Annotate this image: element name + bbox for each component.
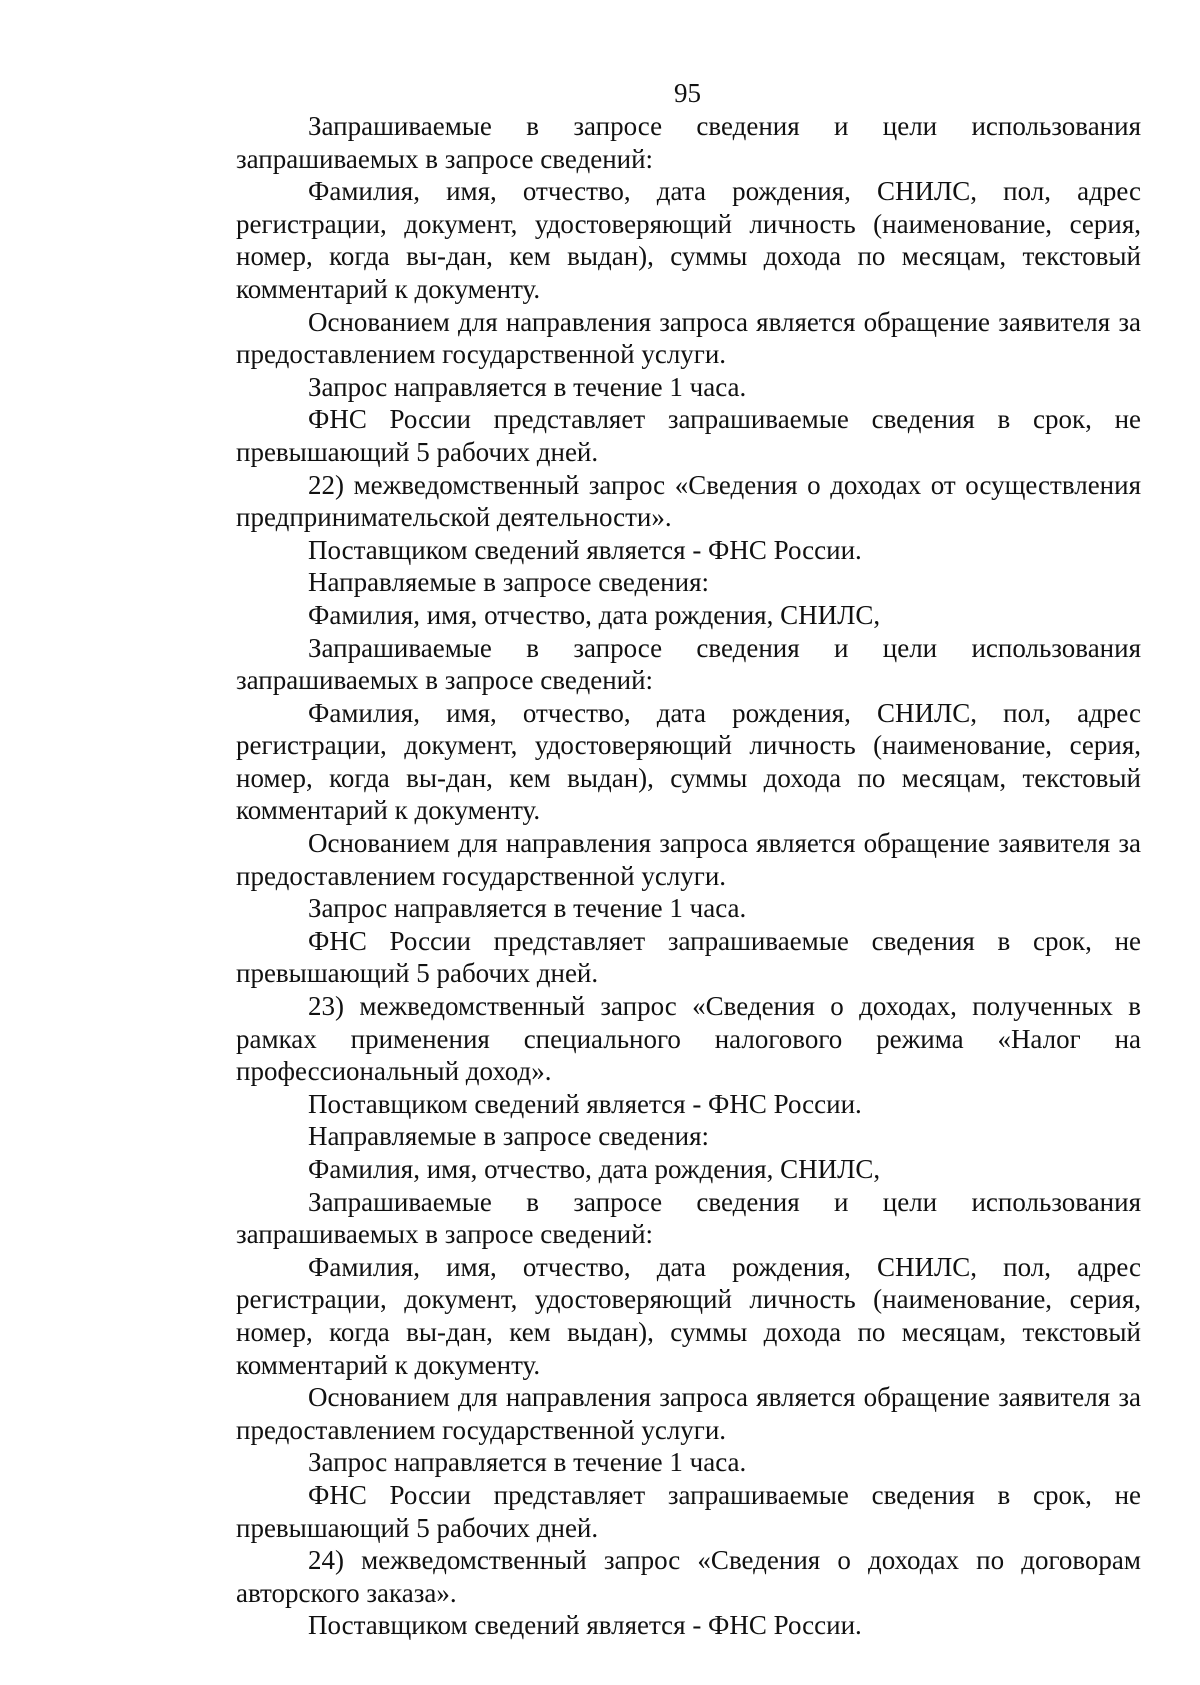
- paragraph: Направляемые в запросе сведения:: [308, 567, 709, 598]
- page-number: 95: [674, 78, 701, 108]
- paragraph: Поставщиком сведений является - ФНС России.: [308, 1088, 862, 1119]
- paragraph: Основанием для направления запроса является обращение заявителя за предоставлением государственной услуги.: [236, 1382, 1141, 1445]
- paragraph: Запрашиваемые в запросе сведения и цели использования запрашиваемых в запросе сведений:: [236, 1186, 1141, 1250]
- paragraph: Основанием для направления запроса является обращение заявителя за предоставлением государственной услуги.: [236, 306, 1141, 370]
- paragraph: Запрос направляется в течение 1 часа.: [308, 371, 747, 402]
- paragraph: Поставщиком сведений является - ФНС России.: [308, 534, 862, 565]
- list-item-heading: 22) межведомственный запрос «Сведения о доходах от осуществления предпринимательской деятельности».: [236, 469, 1141, 533]
- document-body: [236, 110, 1141, 1642]
- paragraph: Фамилия, имя, отчество, дата рождения, СНИЛС, пол, адрес регистрации, документ, удостоверяющий личность (наименование, серия, номер, когда вы-дан, кем выдан), суммы дохода по месяцам, текстовый комментарий к документу.: [236, 697, 1141, 826]
- paragraph: Фамилия, имя, отчество, дата рождения, СНИЛС, пол, адрес регистрации, документ, удостоверяющий личность (наименование, серия, номер, когда вы-дан, кем выдан), суммы дохода по месяцам, текстовый комментарий к документу.: [236, 176, 1141, 304]
- paragraph: Фамилия, имя, отчество, дата рождения, СНИЛС, пол, адрес регистрации, документ, удостоверяющий личность (наименование, серия, номер, когда вы-дан, кем выдан), суммы дохода по месяцам, текстовый комментарий к документу.: [236, 1251, 1141, 1380]
- list-item-heading: 24) межведомственный запрос «Сведения о доходах по договорам авторского заказа».: [236, 1545, 1141, 1608]
- paragraph: Запрос направляется в течение 1 часа.: [308, 1447, 747, 1478]
- list-item-heading: 23) межведомственный запрос «Сведения о доходах, полученных в рамках применения специального налогового режима «Налог на профессиональный доход».: [236, 991, 1141, 1087]
- paragraph: ФНС России представляет запрашиваемые сведения в срок, не превышающий 5 рабочих дней.: [236, 404, 1141, 467]
- paragraph: Фамилия, имя, отчество, дата рождения, СНИЛС,: [308, 599, 881, 630]
- paragraph: Поставщиком сведений является - ФНС России.: [308, 1610, 862, 1641]
- paragraph: ФНС России представляет запрашиваемые сведения в срок, не превышающий 5 рабочих дней.: [236, 1479, 1141, 1543]
- paragraph: Фамилия, имя, отчество, дата рождения, СНИЛС,: [308, 1154, 881, 1184]
- paragraph: Основанием для направления запроса является обращение заявителя за предоставлением государственной услуги.: [236, 828, 1141, 891]
- paragraph: Запрашиваемые в запросе сведения и цели использования запрашиваемых в запросе сведений:: [236, 632, 1141, 696]
- paragraph: Запрос направляется в течение 1 часа.: [308, 893, 747, 924]
- paragraph: Запрашиваемые в запросе сведения и цели использования запрашиваемых в запросе сведений:: [236, 111, 1141, 174]
- paragraph: Направляемые в запросе сведения:: [308, 1121, 709, 1152]
- paragraph: ФНС России представляет запрашиваемые сведения в срок, не превышающий 5 рабочих дней.: [236, 925, 1141, 989]
